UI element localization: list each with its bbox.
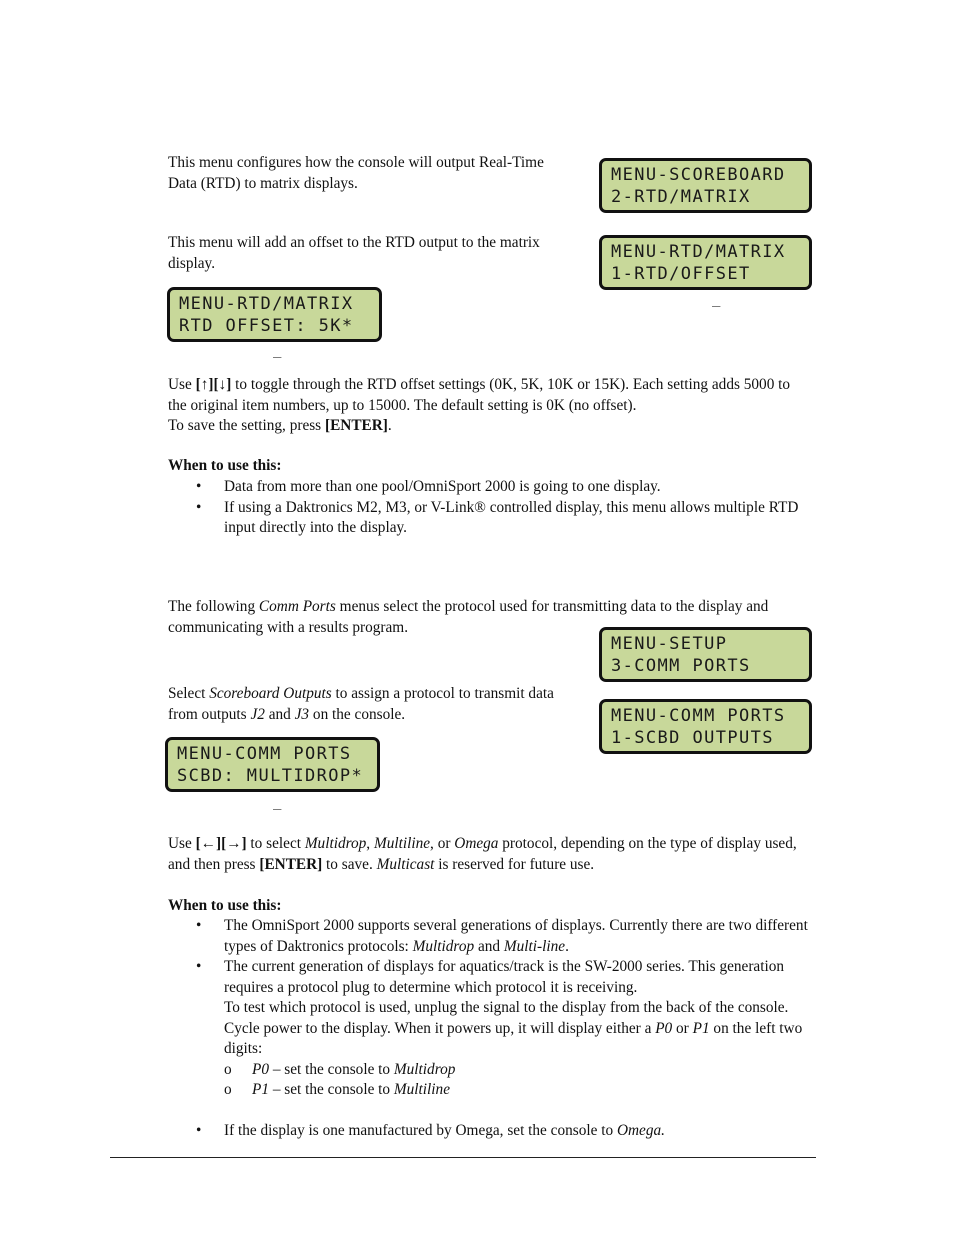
lcd-rtd-offset [167,287,382,342]
lcd-line-1: MENU-RTD/MATRIX [611,242,786,262]
enter-key: [ENTER] [259,855,323,873]
lcd-line-1: MENU-COMM PORTS [611,706,786,726]
rtd-offset-intro: This menu will add an offset to the RTD output to the matrix display. [168,234,540,272]
list-item: • If the display is one manufactured by Omega, set the console to Omega. [196,1121,665,1139]
enter-key: [ENTER] [324,417,388,434]
when-to-use-heading: When to use this: [168,897,282,914]
arrow-keys: [←][→] [195,835,247,852]
lcd-line-2: 1-SCBD OUTPUTS [611,728,774,748]
lcd-line-2: 1-RTD/OFFSET [611,264,751,284]
list-item: • If using a Daktronics M2, M3, or V-Link® controlled display, this menu allows multiple RTD input directly into the display. [196,498,799,536]
arrow-keys: [↑][↓] [195,376,232,393]
sub-list-item: o P1 – set the console to Multiline [224,1081,450,1098]
lcd-cursor: _ [273,794,282,810]
lcd-line-1: MENU-SETUP [611,634,728,654]
lcd-line-2: SCBD: MULTIDROP* [177,766,364,786]
comm-ports-intro: The following Comm Ports menus select the protocol used for transmitting data to the display and communicating with a results program. [168,598,769,636]
rtd-offset-instructions: Use [↑][↓] to toggle through the RTD offset settings (0K, 5K, 10K or 15K). Each setting adds 5000 to the original item numbers, up to 15000. The default setting is 0K (no offset). To save the setting, press [ENTER]. [168,376,791,434]
lcd-line-2: 2-RTD/MATRIX [611,187,751,207]
list-item: • The current generation of displays for aquatics/track is the SW-2000 series. This generation requires a protocol plug to determine which protocol it is receiving. To test which protocol is used, unplug the signal to the display from the back of the console. Cycle power to the display. When it powers up, it will display either a P0 or P1 on the left two digits: [196,958,803,1057]
lcd-line-1: MENU-SCOREBOARD [611,165,786,185]
when-to-use-heading: When to use this: [168,457,282,474]
lcd-menu-rtd-matrix [599,235,812,290]
lcd-scbd-protocol [165,737,380,792]
sub-list-item: o P0 – set the console to Multidrop [224,1060,456,1078]
lcd-menu-scoreboard [599,158,812,213]
list-item: • Data from more than one pool/OmniSport 2000 is going to one display. [196,478,661,495]
lcd-line-2: 3-COMM PORTS [611,656,751,676]
lcd-menu-comm-ports [599,699,812,754]
lcd-line-2: RTD OFFSET: 5K* [179,316,354,336]
comm-ports-when-list [196,916,824,1141]
footer-rule [110,1157,816,1158]
lcd-cursor: _ [273,342,282,358]
lcd-line-1: MENU-COMM PORTS [177,744,352,764]
lcd-cursor: _ [712,291,721,307]
scoreboard-outputs-intro: Select Scoreboard Outputs to assign a protocol to transmit data from outputs J2 and J3 on the console. [168,685,554,723]
list-item: • The OmniSport 2000 supports several generations of displays. Currently there are two different types of Daktronics protocols: Multidrop and Multi-line. [196,917,808,955]
when-to-use-list [196,477,824,539]
lcd-line-1: MENU-RTD/MATRIX [179,294,354,314]
rtd-matrix-intro: This menu configures how the console will output Real-Time Data (RTD) to matrix displays. [168,154,544,192]
lcd-menu-setup [599,627,812,682]
protocol-instructions: Use [←][→] to select Multidrop, Multiline, or Omega protocol, depending on the type of display used, and then press [ENTER] to save. Multicast is reserved for future use. [168,835,797,873]
